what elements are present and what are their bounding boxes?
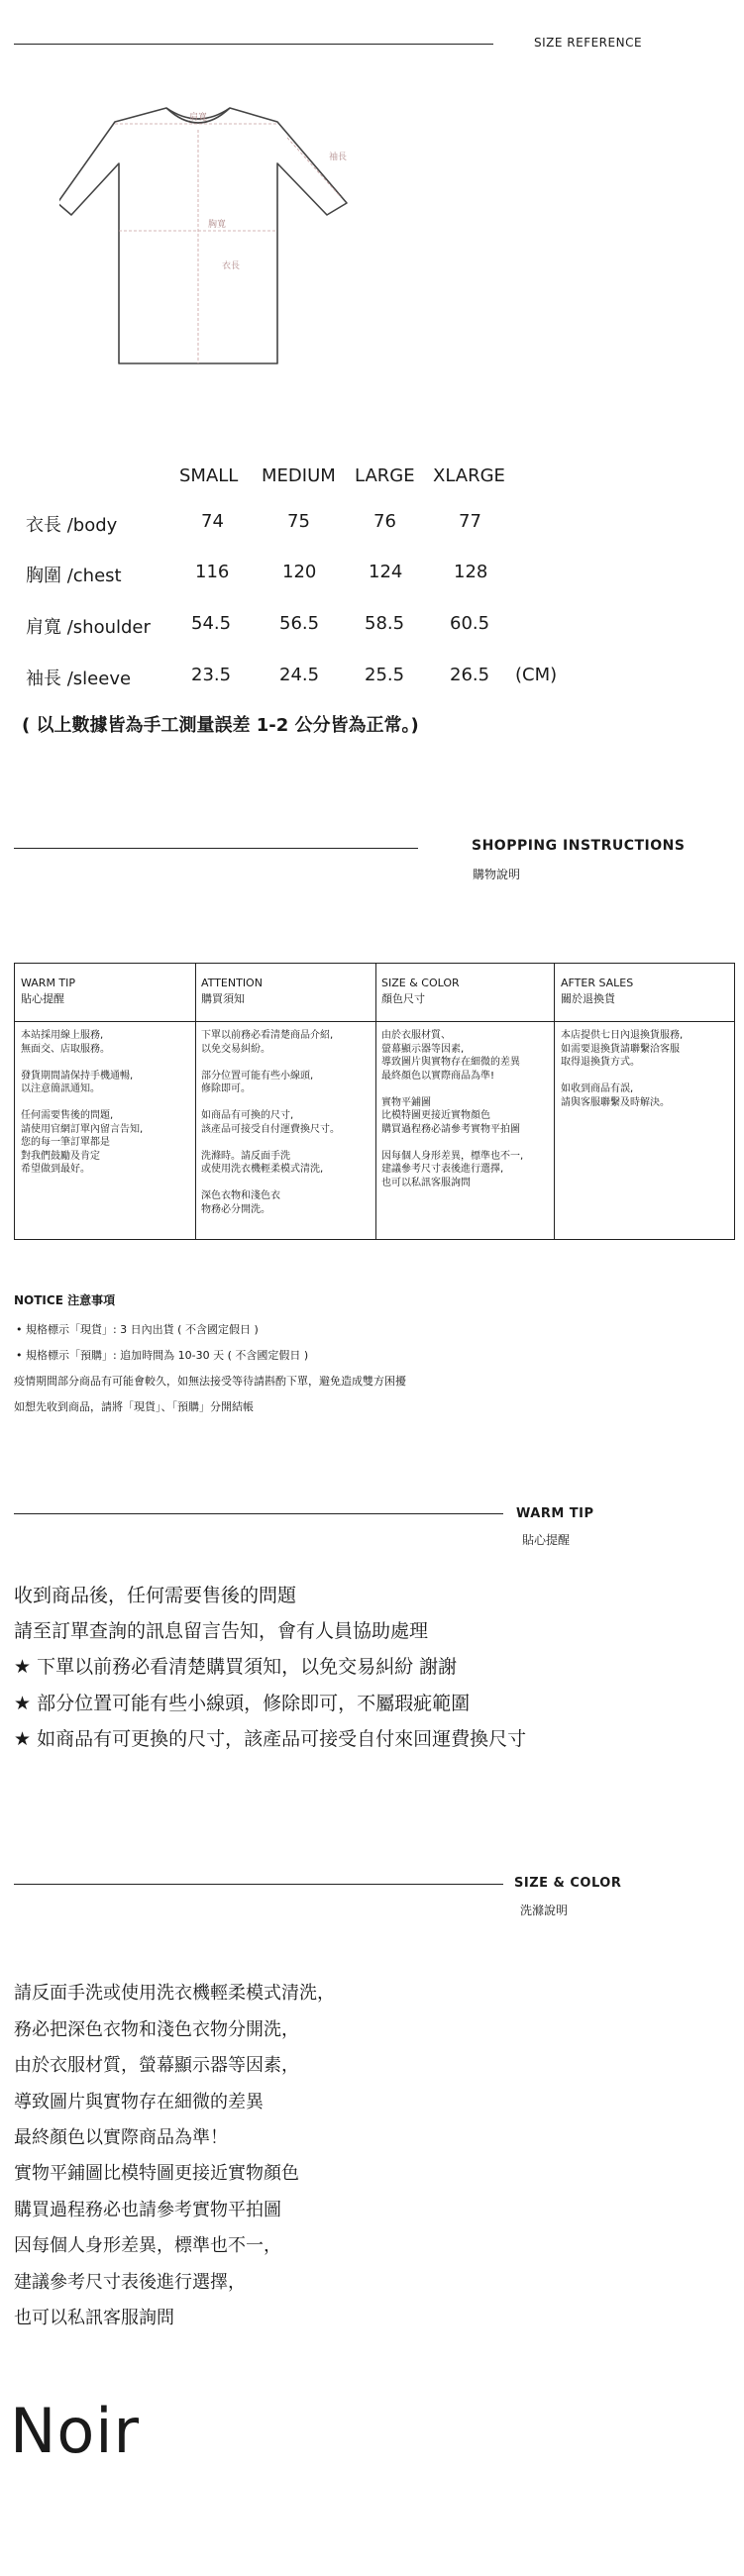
grid-divider xyxy=(554,964,555,1239)
size-color-subtitle: 顏色尺寸 xyxy=(381,992,425,1005)
wash-line: 實物平鋪圖比模特圖更接近實物顏色 xyxy=(14,2163,299,2184)
warm-tip-line: 收到商品後，任何需要售後的問題 xyxy=(14,1585,297,1606)
size-color-subtitle: 洗滌說明 xyxy=(520,1904,569,1917)
cell-value: 128 xyxy=(454,562,488,582)
warm-tip-subtitle: 貼心提醒 xyxy=(21,992,64,1005)
size-reference-rule xyxy=(14,44,493,45)
cell-value: 54.5 xyxy=(191,613,232,634)
notice-title: NOTICE 注意事項 xyxy=(14,1293,116,1307)
size-color-title: SIZE & COLOR xyxy=(381,977,460,989)
attention-header xyxy=(201,976,263,1007)
size-color-body: 由於衣服材質、 螢幕顯示器等因素, 導致圖片與實物存在細微的差異 最終顏色以實際商品為準! 實物平鋪圖 比模特圖更接近實物顏色 購買過程務必請參考實物平拍圖 因每個人身形差異，標準也不一, 建議參考尺寸表後進行選擇, 也可以私訊客服詢問 xyxy=(381,1030,524,1188)
col-large: LARGE xyxy=(355,465,415,486)
cell-value: 23.5 xyxy=(191,665,232,685)
wash-line: 務必把深色衣物和淺色衣物分開洗， xyxy=(14,2019,299,2040)
notice-line: • 規格標示「現貨」: 3 日內出貨 ( 不含國定假日 ) xyxy=(16,1323,259,1336)
shopping-title: SHOPPING INSTRUCTIONS xyxy=(472,838,686,854)
wash-line: 也可以私訊客服詢問 xyxy=(14,2308,174,2328)
warm-tip-header xyxy=(21,976,75,1007)
shopping-subtitle: 購物說明 xyxy=(473,868,521,881)
warm-tip-title: WARM TIP xyxy=(21,977,76,989)
cell-value: 116 xyxy=(195,562,230,582)
size-color-title: SIZE & COLOR xyxy=(514,1876,622,1891)
wash-line: 建議參考尺寸表後進行選擇， xyxy=(14,2272,246,2293)
warm-tip-line: 請至訂單查詢的訊息留言告知，會有人員協助處理 xyxy=(14,1620,429,1642)
after-sales-subtitle: 關於退換貨 xyxy=(561,992,615,1005)
cell-value: 120 xyxy=(282,562,317,582)
grid-divider xyxy=(195,964,196,1239)
attention-body: 下單以前務必看清楚商品介紹, 以免交易糾紛。 部分位置可能有些小線頭, 修除即可。 如商品有可換的尺寸, 該產品可接受自付運費換尺寸。 洗滌時。請反面手洗 或使用洗衣機輕柔模式清洗, 深色衣物和淺色衣 物務必分開洗。 xyxy=(201,1030,340,1215)
cell-value: 56.5 xyxy=(279,613,320,634)
grid-divider xyxy=(15,1021,734,1022)
after-sales-body: 本店提供七日內退換貨服務, 如需要退換貨請聯繫洽客服 取得退換貨方式。 如收到商品有誤, 請與客服聯繫及時解決。 xyxy=(561,1030,684,1108)
cell-value: 25.5 xyxy=(365,665,405,685)
notice-line: 如想先收到商品，請將「現貨」、「預購」分開結帳 xyxy=(14,1400,254,1413)
cell-value: 75 xyxy=(287,511,310,532)
size-color-rule xyxy=(14,1884,503,1885)
diagram-label-body: 衣長 xyxy=(222,261,241,271)
cell-value: 24.5 xyxy=(279,665,320,685)
warm-tip-line: ★ 部分位置可能有些小線頭，修除即可，不屬瑕疵範圍 xyxy=(14,1693,471,1714)
row-label: 肩寬 /shoulder xyxy=(26,617,151,638)
notice-line: 疫情期間部分商品有可能會較久，如無法接受等待請斟酌下單，避免造成雙方困擾 xyxy=(14,1375,406,1388)
wash-line: 因每個人身形差異，標準也不一， xyxy=(14,2235,281,2256)
size-color-header xyxy=(381,976,460,1007)
unit-label: (CM) xyxy=(515,665,558,685)
warm-tip-rule xyxy=(14,1513,503,1514)
wash-line: 最終顏色以實際商品為準！ xyxy=(14,2127,228,2148)
cell-value: 77 xyxy=(459,511,481,532)
cell-value: 26.5 xyxy=(450,665,490,685)
row-label: 衣長 /body xyxy=(26,515,118,536)
measurement-note: ( 以上數據皆為手工測量誤差 1-2 公分皆為正常。) xyxy=(22,715,419,736)
cell-value: 124 xyxy=(369,562,403,582)
attention-title: ATTENTION xyxy=(201,977,263,989)
row-label: 胸圍 /chest xyxy=(26,566,122,586)
wash-line: 由於衣服材質，螢幕顯示器等因素， xyxy=(14,2055,299,2076)
wash-line: 購買過程務必也請參考實物平拍圖 xyxy=(14,2200,281,2220)
warm-tip-line: ★ 如商品有可更換的尺寸，該產品可接受自付來回運費換尺寸 xyxy=(14,1728,527,1750)
col-small: SMALL xyxy=(179,465,239,486)
notice-line: • 規格標示「預購」: 追加時間為 10-30 天 ( 不含國定假日 ) xyxy=(16,1349,309,1362)
cell-value: 76 xyxy=(373,511,396,532)
after-sales-header xyxy=(561,976,633,1007)
shopping-rule xyxy=(14,848,418,849)
cell-value: 60.5 xyxy=(450,613,490,634)
col-medium: MEDIUM xyxy=(262,465,336,486)
wash-line: 請反面手洗或使用洗衣機輕柔模式清洗， xyxy=(14,1983,335,2004)
warm-tip-body: 本站採用線上服務, 無面交、店取服務。 發貨期間請保持手機通暢, 以注意簡訊通知。 任何需要售後的問題, 請使用官網訂單內留言告知, 您的每一筆訂單都是 對我們鼓勵及肯定 希望做到最好。 xyxy=(21,1030,144,1175)
warm-tip-line: ★ 下單以前務必看清楚購買須知，以免交易糾紛 謝謝 xyxy=(14,1656,458,1678)
diagram-label-shoulder: 肩寬 xyxy=(188,113,208,123)
diagram-label-sleeve: 袖長 xyxy=(329,153,348,162)
shopping-info-grid xyxy=(14,963,735,1240)
warm-tip-title: WARM TIP xyxy=(516,1506,594,1521)
attention-subtitle: 購買須知 xyxy=(201,992,245,1005)
diagram-label-chest: 胸寬 xyxy=(208,220,227,230)
grid-divider xyxy=(375,964,376,1239)
col-xlarge: XLARGE xyxy=(433,465,505,486)
size-reference-title: SIZE REFERENCE xyxy=(534,36,643,50)
cell-value: 74 xyxy=(201,511,224,532)
warm-tip-subtitle: 貼心提醒 xyxy=(522,1533,571,1547)
tshirt-diagram xyxy=(59,94,416,376)
row-label: 袖長 /sleeve xyxy=(26,669,132,689)
brand-logo: Noir xyxy=(10,2395,141,2467)
after-sales-title: AFTER SALES xyxy=(561,977,634,989)
wash-line: 導致圖片與實物存在細微的差異 xyxy=(14,2092,264,2112)
cell-value: 58.5 xyxy=(365,613,405,634)
